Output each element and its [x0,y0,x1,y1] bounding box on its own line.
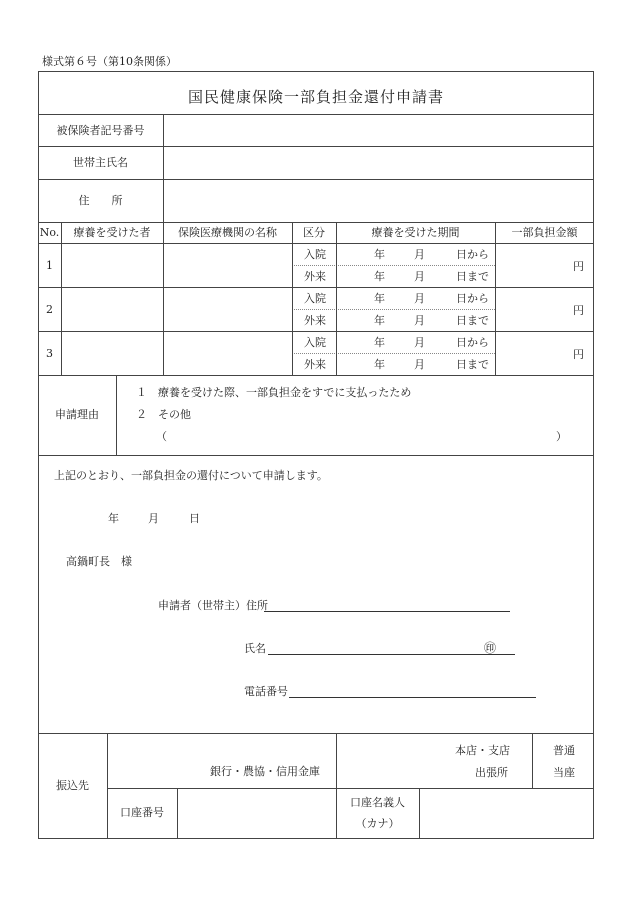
applicant-name-line[interactable] [268,654,515,655]
period-year: 年 [374,336,385,349]
paren-open: （ [156,430,167,443]
header-period: 療養を受けた期間 [371,226,460,239]
period-to: 日まで [456,358,489,371]
yen-unit: 円 [573,348,584,361]
row-number: 2 [46,303,53,316]
period-month: 月 [414,292,425,305]
address-field[interactable] [165,181,592,221]
period-month: 月 [414,270,425,283]
category-inpatient: 入院 [304,336,326,349]
declaration-statement: 上記のとおり、一部負担金の還付について申請します。 [54,469,328,482]
header-amount: 一部負担金額 [511,226,578,239]
phone-line[interactable] [289,697,536,698]
reason-label: 申請理由 [55,408,99,421]
account-number-field[interactable] [179,790,335,838]
header-category: 区分 [303,226,325,239]
period-month: 月 [414,336,425,349]
period-month: 月 [414,358,425,371]
row-number: 1 [46,259,53,272]
account-holder-label: 口座名義人 [350,796,405,809]
period-year: 年 [374,358,385,371]
period-year: 年 [374,292,385,305]
category-inpatient: 入院 [304,292,326,305]
paren-close: ） [556,430,567,443]
period-to: 日まで [456,314,489,327]
seal-icon: ㊞ [484,641,497,655]
period-year: 年 [374,270,385,283]
row-number: 3 [46,347,53,360]
account-type-ordinary: 普通 [553,744,575,757]
header-no: No. [39,226,60,239]
form-title: 国民健康保険一部負担金還付申請書 [187,88,444,106]
account-holder-field[interactable] [421,790,593,838]
applicant-address-label: 申請者（世帯主）住所 [158,599,268,612]
period-from: 日から [456,248,489,261]
bank-types: 銀行・農協・信用金庫 [210,765,320,778]
date-day: 日 [189,512,200,525]
period-month: 月 [414,248,425,261]
householder-name-label: 世帯主氏名 [73,156,128,169]
transfer-label: 振込先 [56,779,89,792]
date-month: 月 [148,512,159,525]
period-year: 年 [374,314,385,327]
address-label: 住 所 [78,194,123,207]
branch-office: 出張所 [475,766,508,779]
period-month: 月 [414,314,425,327]
householder-name-field[interactable] [165,148,592,178]
period-from: 日から [456,292,489,305]
form-number: 様式第６号（第10条関係） [42,55,177,68]
applicant-name-label: 氏名 [244,642,266,655]
header-patient: 療養を受けた者 [73,226,151,239]
category-outpatient: 外来 [304,314,326,327]
date-year: 年 [108,512,119,525]
reason-option-2[interactable]: ２ その他 [136,408,191,421]
account-holder-kana: （カナ） [355,817,400,830]
period-to: 日まで [456,270,489,283]
reason-option-1[interactable]: １ 療養を受けた際、一部負担金をすでに支払ったため [136,386,412,399]
branch-main: 本店・支店 [455,744,510,757]
phone-label: 電話番号 [244,685,288,698]
header-institution: 保険医療機関の名称 [178,226,277,239]
insured-number-label: 被保険者記号番号 [56,124,145,137]
addressee: 高鍋町長 様 [66,555,132,568]
category-outpatient: 外来 [304,270,326,283]
category-outpatient: 外来 [304,358,326,371]
yen-unit: 円 [573,260,584,273]
applicant-address-line[interactable] [264,611,510,612]
period-from: 日から [456,336,489,349]
period-year: 年 [374,248,385,261]
insured-number-field[interactable] [165,116,592,145]
account-type-current: 当座 [553,766,575,779]
account-number-label: 口座番号 [120,806,164,819]
yen-unit: 円 [573,304,584,317]
category-inpatient: 入院 [304,248,326,261]
